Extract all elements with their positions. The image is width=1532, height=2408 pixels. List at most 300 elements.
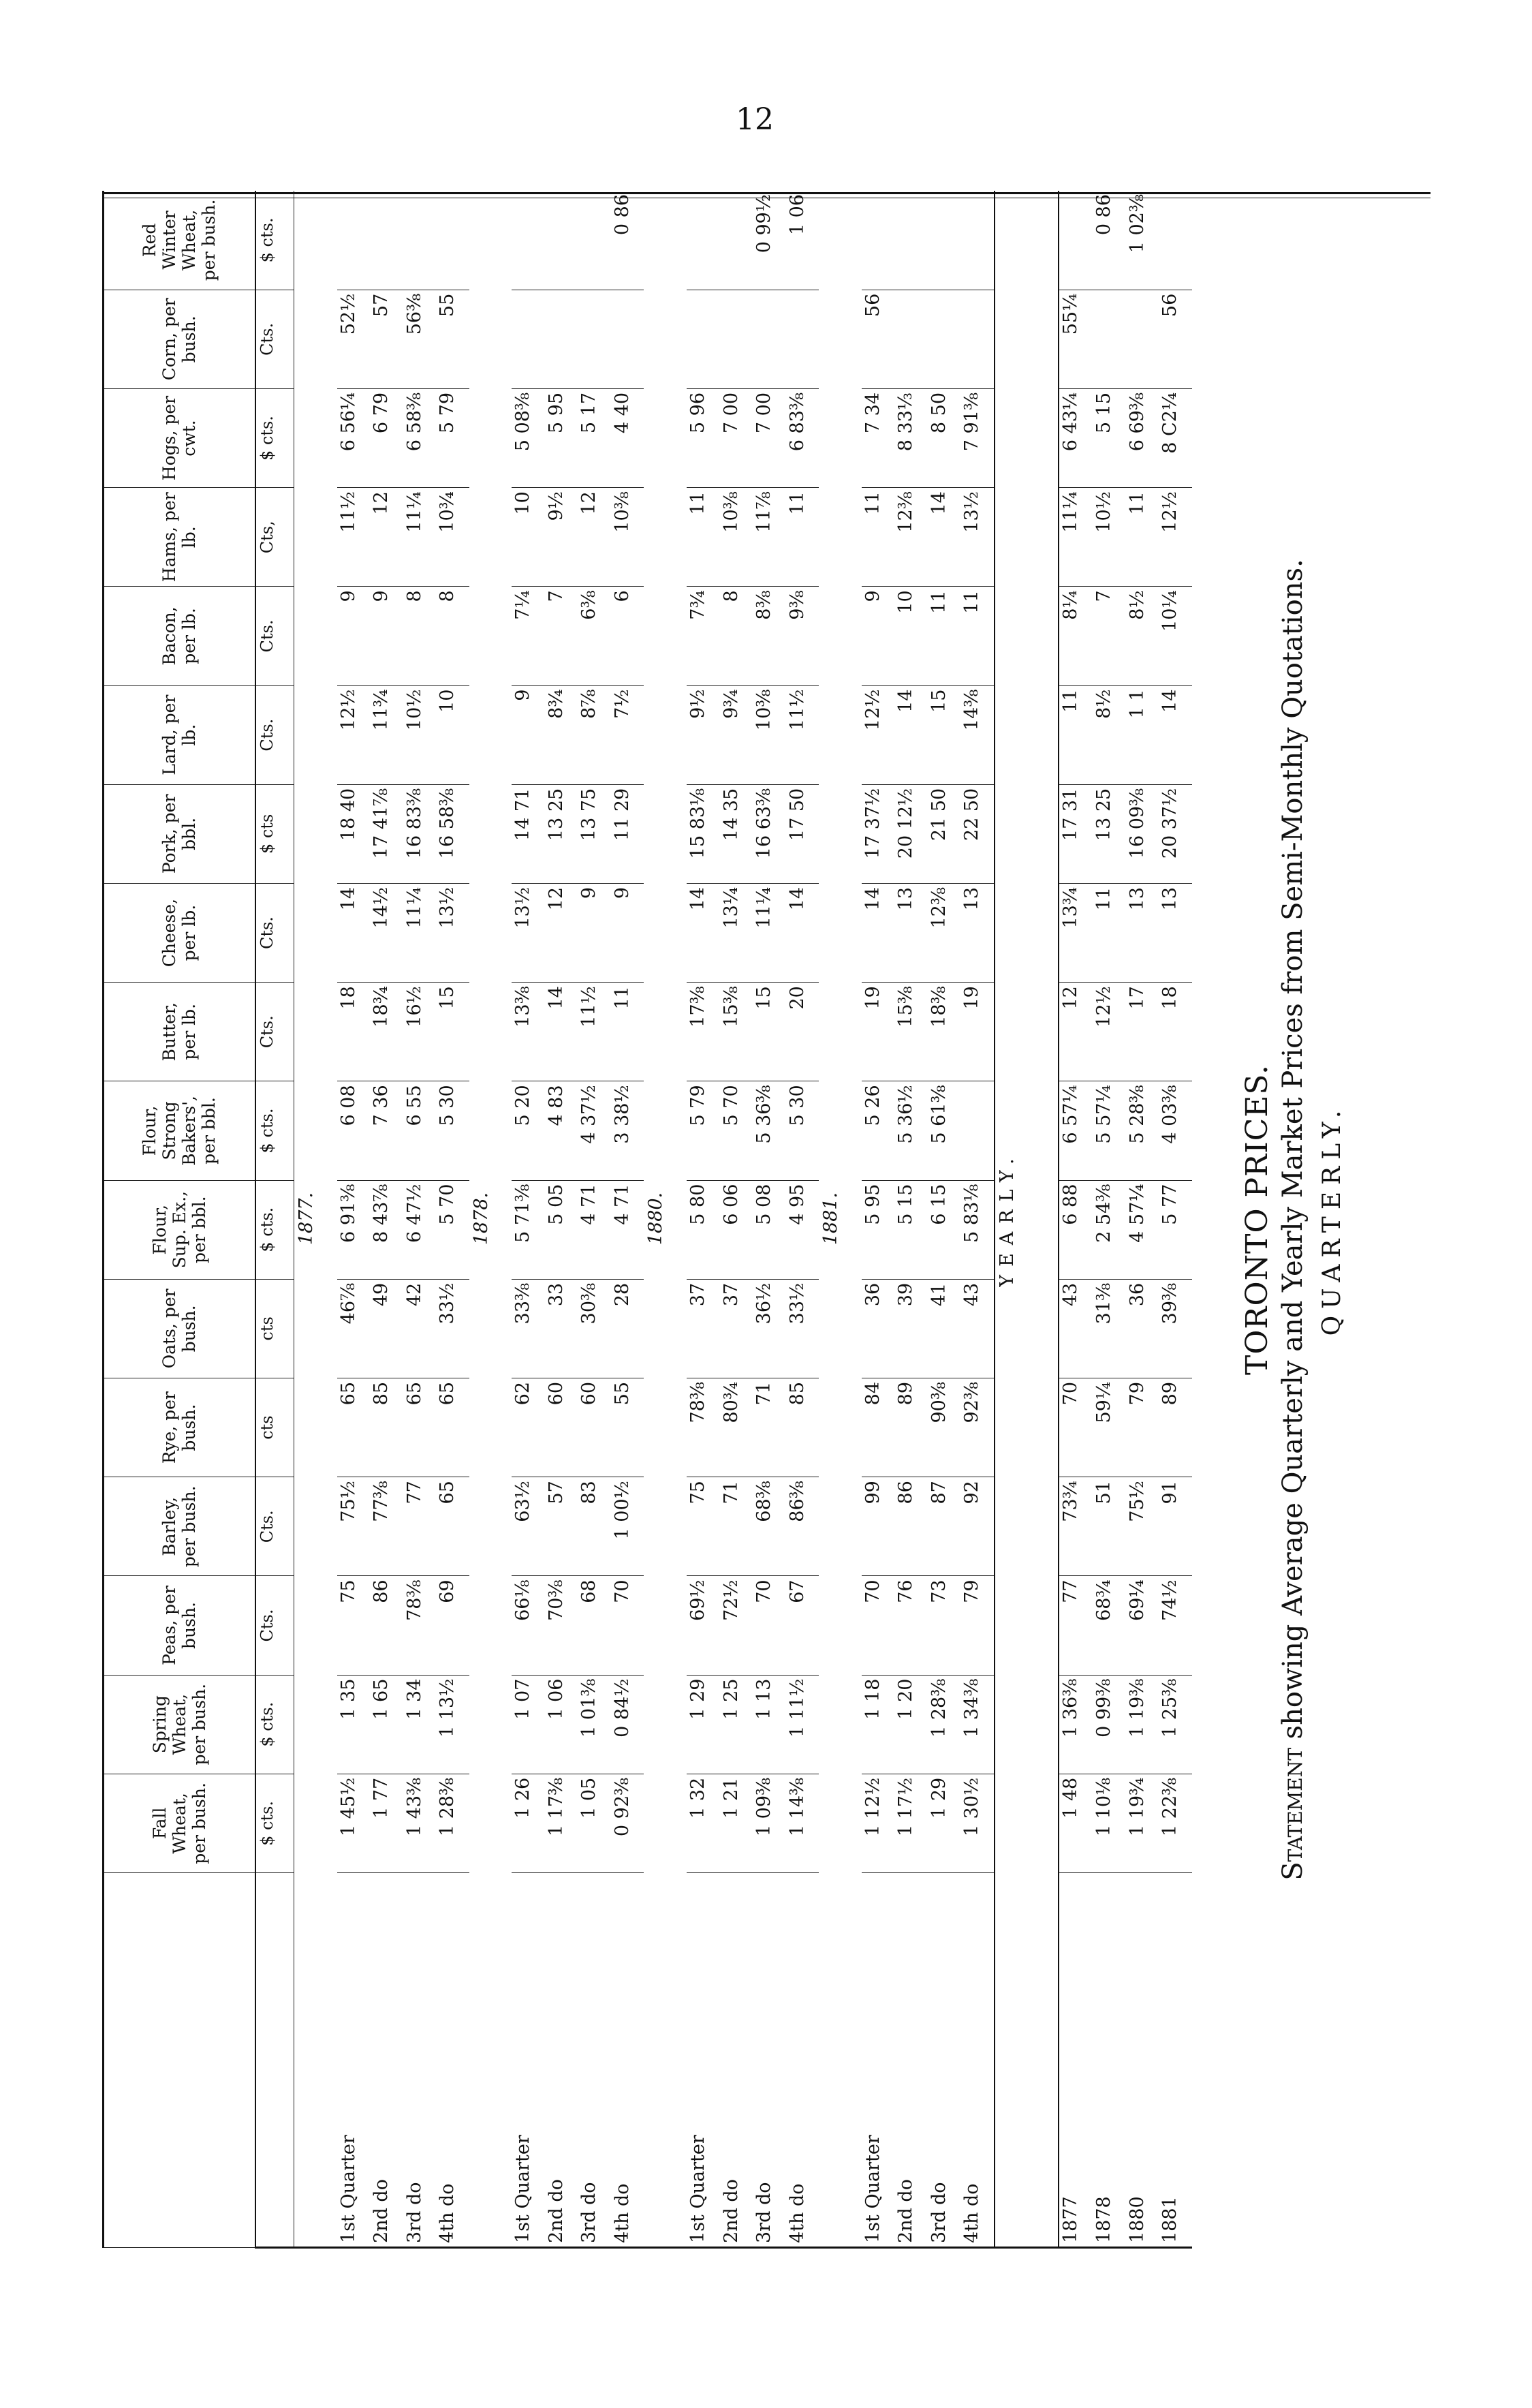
- price-cell: 10¼: [1159, 587, 1192, 685]
- price-cell: 3 38½: [611, 1081, 644, 1180]
- unit-cell: $ cts.: [255, 1774, 294, 1872]
- price-cell: 4 71: [578, 1180, 611, 1279]
- price-cell: 69¼: [1126, 1576, 1159, 1675]
- price-cell: 1 34⅜: [960, 1675, 995, 1774]
- price-cell: 9: [578, 883, 611, 982]
- price-cell: 11¾: [370, 685, 403, 784]
- price-cell: 6 79: [370, 388, 403, 487]
- price-cell: 11¼: [403, 488, 437, 587]
- price-cell: 10⅜: [753, 685, 786, 784]
- price-cell: 13½: [436, 883, 469, 982]
- price-cell: 12½: [1093, 983, 1126, 1081]
- price-cell: 6 08: [337, 1081, 371, 1180]
- price-cell: 39⅜: [1159, 1279, 1192, 1378]
- price-cell: 5 30: [786, 1081, 819, 1180]
- price-cell: 9: [611, 883, 644, 982]
- price-cell: 1 12½: [862, 1774, 895, 1872]
- price-cell: 90⅜: [928, 1378, 961, 1477]
- price-cell: 10: [894, 587, 928, 685]
- price-cell: 12⅜: [894, 488, 928, 587]
- unit-cell: cts: [255, 1378, 294, 1477]
- year-heading-row: [294, 191, 337, 2248]
- price-cell: 8: [436, 587, 469, 685]
- column-header: Barley, per bush.: [104, 1477, 255, 1576]
- price-cell: 8 50: [928, 388, 961, 487]
- price-cell: 5 17: [578, 388, 611, 487]
- price-cell: 6 83⅜: [786, 388, 819, 487]
- price-cell: 5 83⅛: [960, 1180, 995, 1279]
- price-cell: 4 37½: [578, 1081, 611, 1180]
- price-cell: 13 25: [1093, 784, 1126, 883]
- price-cell: 78⅜: [403, 1576, 437, 1675]
- price-cell: 77: [403, 1477, 437, 1576]
- page-title: TORONTO PRICES.: [1240, 1064, 1275, 1375]
- price-cell: 5 30: [436, 1081, 469, 1180]
- price-cell: 8¾: [545, 685, 578, 784]
- price-cell: 85: [786, 1378, 819, 1477]
- quarter-label: 3rd do: [928, 1873, 961, 2248]
- price-cell: 77: [1059, 1576, 1093, 1675]
- price-cell: 33½: [436, 1279, 469, 1378]
- price-cell: 14⅜: [960, 685, 995, 784]
- price-cell: 1 28⅜: [436, 1774, 469, 1872]
- price-cell: 1 17½: [894, 1774, 928, 1872]
- price-cell: 1 29: [928, 1774, 961, 1872]
- price-cell: 22 50: [960, 784, 995, 883]
- price-cell: 12½: [1159, 488, 1192, 587]
- price-cell: [753, 290, 786, 388]
- price-cell: 18: [337, 983, 371, 1081]
- price-cell: 13: [1159, 883, 1192, 982]
- price-cell: [862, 191, 895, 290]
- table-row: [337, 191, 371, 2248]
- price-cell: [1093, 290, 1126, 388]
- price-cell: 10⅜: [720, 488, 753, 587]
- price-cell: 7 00: [720, 388, 753, 487]
- price-cell: 11: [687, 488, 720, 587]
- price-cell: 20 12½: [894, 784, 928, 883]
- price-cell: 1 1: [1126, 685, 1159, 784]
- price-cell: 67: [786, 1576, 819, 1675]
- price-cell: 18⅜: [928, 983, 961, 1081]
- yearly-row: [1059, 191, 1093, 2248]
- price-cell: 5 15: [1093, 388, 1126, 487]
- price-cell: 6 06: [720, 1180, 753, 1279]
- price-cell: 52½: [337, 290, 371, 388]
- price-cell: 86: [894, 1477, 928, 1576]
- price-cell: 15: [753, 983, 786, 1081]
- price-cell: 14 35: [720, 784, 753, 883]
- price-cell: 10½: [1093, 488, 1126, 587]
- price-cell: 70: [862, 1576, 895, 1675]
- price-cell: 11½: [337, 488, 371, 587]
- price-cell: 59¼: [1093, 1378, 1126, 1477]
- price-cell: [337, 191, 371, 290]
- price-cell: 15 83⅛: [687, 784, 720, 883]
- price-cell: 69: [436, 1576, 469, 1675]
- price-cell: 4 57¼: [1126, 1180, 1159, 1279]
- price-cell: [512, 191, 545, 290]
- table-row: [786, 191, 819, 2248]
- price-cell: 1 22⅜: [1159, 1774, 1192, 1872]
- unit-cell: Cts.: [255, 290, 294, 388]
- quarter-label: 4th do: [611, 1873, 644, 2248]
- price-table: [102, 191, 1192, 2249]
- price-cell: 85: [370, 1378, 403, 1477]
- price-cell: [1159, 191, 1192, 290]
- price-cell: 11: [786, 488, 819, 587]
- price-cell: 74½: [1159, 1576, 1192, 1675]
- unit-cell: Cts,: [255, 488, 294, 587]
- price-cell: 70: [1059, 1378, 1093, 1477]
- unit-cell: Cts.: [255, 685, 294, 784]
- price-cell: 17 41⅞: [370, 784, 403, 883]
- price-cell: 15: [436, 983, 469, 1081]
- year-heading-row: [469, 191, 512, 2248]
- price-cell: 30⅜: [578, 1279, 611, 1378]
- price-cell: [928, 290, 961, 388]
- price-cell: 12: [545, 883, 578, 982]
- price-cell: 71: [720, 1477, 753, 1576]
- page-number: 12: [736, 102, 774, 137]
- table-row: [370, 191, 403, 2248]
- price-cell: [611, 290, 644, 388]
- price-cell: 5 95: [862, 1180, 895, 1279]
- price-cell: 76: [894, 1576, 928, 1675]
- price-cell: 1 43⅜: [403, 1774, 437, 1872]
- price-cell: 14: [862, 883, 895, 982]
- price-cell: 1 35: [337, 1675, 371, 1774]
- price-cell: 77⅜: [370, 1477, 403, 1576]
- price-cell: 4 40: [611, 388, 644, 487]
- year-label: 1878: [1093, 1873, 1126, 2248]
- price-cell: 4 03⅜: [1159, 1081, 1192, 1180]
- price-cell: 15: [928, 685, 961, 784]
- price-cell: 1 02⅜: [1126, 191, 1159, 290]
- price-cell: 16 09⅜: [1126, 784, 1159, 883]
- yearly-heading-row: [995, 191, 1059, 2248]
- price-cell: 8⅞: [578, 685, 611, 784]
- price-cell: 65: [403, 1378, 437, 1477]
- price-cell: 91: [1159, 1477, 1192, 1576]
- price-cell: 5 57¼: [1093, 1081, 1126, 1180]
- price-cell: 75: [337, 1576, 371, 1675]
- price-cell: 75: [687, 1477, 720, 1576]
- quarter-label: 2nd do: [894, 1873, 928, 2248]
- unit-cell: Cts.: [255, 883, 294, 982]
- price-cell: 92⅜: [960, 1378, 995, 1477]
- price-cell: 12⅜: [928, 883, 961, 982]
- price-cell: 14: [687, 883, 720, 982]
- price-cell: 69½: [687, 1576, 720, 1675]
- price-cell: 12½: [337, 685, 371, 784]
- rotated-table-block: [102, 191, 1431, 2249]
- price-cell: 86⅜: [786, 1477, 819, 1576]
- price-cell: 62: [512, 1378, 545, 1477]
- price-cell: 75½: [337, 1477, 371, 1576]
- column-header: Corn, per bush.: [104, 290, 255, 388]
- price-cell: 10⅜: [611, 488, 644, 587]
- price-cell: 1 20: [894, 1675, 928, 1774]
- price-cell: 5 96: [687, 388, 720, 487]
- price-cell: 12: [1059, 983, 1093, 1081]
- price-cell: 5 08: [753, 1180, 786, 1279]
- year-heading-row: [819, 191, 862, 2248]
- price-cell: 9: [370, 587, 403, 685]
- price-cell: 31⅜: [1093, 1279, 1126, 1378]
- price-cell: 5 79: [436, 388, 469, 487]
- price-cell: 46⅞: [337, 1279, 371, 1378]
- year-label: 1881: [1159, 1873, 1192, 2248]
- header-period: [104, 1873, 255, 2248]
- price-cell: 1 06: [786, 191, 819, 290]
- price-cell: 17: [1126, 983, 1159, 1081]
- price-cell: 1 09⅜: [753, 1774, 786, 1872]
- price-cell: 5 70: [436, 1180, 469, 1279]
- price-cell: 10¾: [436, 488, 469, 587]
- price-cell: 1 11½: [786, 1675, 819, 1774]
- price-cell: 11: [611, 983, 644, 1081]
- price-cell: [786, 290, 819, 388]
- price-cell: 14: [928, 488, 961, 587]
- column-header: Butter, per lb.: [104, 983, 255, 1081]
- price-cell: 5 71⅜: [512, 1180, 545, 1279]
- price-cell: 5 79: [687, 1081, 720, 1180]
- price-cell: 11½: [578, 983, 611, 1081]
- price-cell: 8½: [1093, 685, 1126, 784]
- column-header: Peas, per bush.: [104, 1576, 255, 1675]
- price-cell: 14: [337, 883, 371, 982]
- year-heading: 1880.: [644, 191, 687, 2248]
- column-header: Flour, Sup. Ex., per bbl.: [104, 1180, 255, 1279]
- price-cell: 9: [337, 587, 371, 685]
- unit-cell: $ cts.: [255, 191, 294, 290]
- price-cell: [960, 191, 995, 290]
- price-cell: 36½: [753, 1279, 786, 1378]
- column-header: Flour, Strong Bakers', per bbl.: [104, 1081, 255, 1180]
- column-header: Lard, per lb.: [104, 685, 255, 784]
- price-cell: 11: [1126, 488, 1159, 587]
- price-cell: 11: [928, 587, 961, 685]
- quarter-label: 1st Quarter: [337, 1873, 371, 2248]
- price-cell: 36: [862, 1279, 895, 1378]
- price-cell: 13 25: [545, 784, 578, 883]
- year-heading: 1878.: [469, 191, 512, 2248]
- price-cell: 73: [928, 1576, 961, 1675]
- price-cell: 6 69⅜: [1126, 388, 1159, 487]
- price-cell: 57: [370, 290, 403, 388]
- price-cell: 6 47½: [403, 1180, 437, 1279]
- yearly-row: [1126, 191, 1159, 2248]
- price-cell: 6 56¼: [337, 388, 371, 487]
- price-cell: 1 21: [720, 1774, 753, 1872]
- price-cell: 11¼: [753, 883, 786, 982]
- quarter-label: 4th do: [436, 1873, 469, 2248]
- price-cell: 21 50: [928, 784, 961, 883]
- price-cell: 7¼: [512, 587, 545, 685]
- price-cell: 16½: [403, 983, 437, 1081]
- price-cell: 14: [894, 685, 928, 784]
- price-cell: [720, 191, 753, 290]
- table-row: [720, 191, 753, 2248]
- price-cell: 18: [1159, 983, 1192, 1081]
- price-cell: 18¾: [370, 983, 403, 1081]
- price-cell: 7 36: [370, 1081, 403, 1180]
- price-cell: 13½: [960, 488, 995, 587]
- table-row: [578, 191, 611, 2248]
- price-cell: 70: [611, 1576, 644, 1675]
- price-cell: 9½: [687, 685, 720, 784]
- column-header: Red Winter Wheat, per bush.: [104, 191, 255, 290]
- price-cell: 15⅜: [894, 983, 928, 1081]
- price-cell: 13¼: [720, 883, 753, 982]
- price-cell: 11 29: [611, 784, 644, 883]
- price-cell: 12½: [862, 685, 895, 784]
- table-row: [753, 191, 786, 2248]
- year-heading-row: [644, 191, 687, 2248]
- price-cell: 8½: [1126, 587, 1159, 685]
- price-cell: 60: [545, 1378, 578, 1477]
- price-cell: 68¾: [1093, 1576, 1126, 1675]
- price-cell: 1 14⅜: [786, 1774, 819, 1872]
- price-cell: 11: [960, 587, 995, 685]
- price-cell: 0 86: [611, 191, 644, 290]
- price-cell: 41: [928, 1279, 961, 1378]
- price-cell: 11: [1059, 685, 1093, 784]
- price-cell: 6 15: [928, 1180, 961, 1279]
- price-cell: 56: [1159, 290, 1192, 388]
- price-cell: 68⅜: [753, 1477, 786, 1576]
- price-cell: 36: [1126, 1279, 1159, 1378]
- price-cell: 42: [403, 1279, 437, 1378]
- price-cell: 16 63⅜: [753, 784, 786, 883]
- price-cell: 5 08⅜: [512, 388, 545, 487]
- table-row: [928, 191, 961, 2248]
- price-cell: 72½: [720, 1576, 753, 1675]
- price-cell: 9¾: [720, 685, 753, 784]
- price-cell: 57: [545, 1477, 578, 1576]
- price-cell: 7: [1093, 587, 1126, 685]
- price-cell: [720, 290, 753, 388]
- quarter-label: 4th do: [786, 1873, 819, 2248]
- column-header: Oats, per bush.: [104, 1279, 255, 1378]
- price-cell: 13: [1126, 883, 1159, 982]
- price-cell: 8: [403, 587, 437, 685]
- unit-cell: $ cts.: [255, 1180, 294, 1279]
- price-cell: 87: [928, 1477, 961, 1576]
- price-cell: 15⅜: [720, 983, 753, 1081]
- price-cell: 14: [786, 883, 819, 982]
- price-cell: [960, 1081, 995, 1180]
- price-cell: 5 77: [1159, 1180, 1192, 1279]
- price-cell: 1 13: [753, 1675, 786, 1774]
- column-header: Cheese, per lb.: [104, 883, 255, 982]
- column-header: Bacon, per lb.: [104, 587, 255, 685]
- unit-cell: $ cts.: [255, 388, 294, 487]
- quarter-label: 2nd do: [545, 1873, 578, 2248]
- column-header: Hogs, per cwt.: [104, 388, 255, 487]
- price-cell: [578, 290, 611, 388]
- price-cell: 78⅜: [687, 1378, 720, 1477]
- price-cell: 20: [786, 983, 819, 1081]
- price-cell: 14: [1159, 685, 1192, 784]
- price-cell: 9: [512, 685, 545, 784]
- price-cell: 14 71: [512, 784, 545, 883]
- price-cell: [1126, 290, 1159, 388]
- price-cell: 0 92⅜: [611, 1774, 644, 1872]
- subtitle-lead: Statement: [1277, 1748, 1309, 1881]
- price-cell: 55¼: [1059, 290, 1093, 388]
- price-cell: 10: [436, 685, 469, 784]
- price-cell: 71: [753, 1378, 786, 1477]
- price-cell: 70: [753, 1576, 786, 1675]
- price-cell: 70⅜: [545, 1576, 578, 1675]
- price-cell: 5 28⅜: [1126, 1081, 1159, 1180]
- price-cell: [578, 191, 611, 290]
- price-cell: 84: [862, 1378, 895, 1477]
- price-cell: [894, 290, 928, 388]
- price-cell: 55: [611, 1378, 644, 1477]
- price-cell: 8: [720, 587, 753, 685]
- price-cell: 5 70: [720, 1081, 753, 1180]
- table-row: [894, 191, 928, 2248]
- price-cell: 5 95: [545, 388, 578, 487]
- price-cell: [403, 191, 437, 290]
- price-cell: 4 95: [786, 1180, 819, 1279]
- price-cell: [687, 191, 720, 290]
- price-cell: 11⅞: [753, 488, 786, 587]
- price-cell: 1 17⅜: [545, 1774, 578, 1872]
- price-cell: 13: [960, 883, 995, 982]
- price-cell: 79: [960, 1576, 995, 1675]
- column-header: Rye, per bush.: [104, 1378, 255, 1477]
- price-cell: 7¾: [687, 587, 720, 685]
- price-cell: 17⅜: [687, 983, 720, 1081]
- quarter-label: 3rd do: [403, 1873, 437, 2248]
- subtitle-rest: showing Average Quarterly and Yearly Market Prices from Semi-Monthly Quotations.: [1277, 559, 1309, 1740]
- price-cell: 1 28⅜: [928, 1675, 961, 1774]
- price-cell: 0 84½: [611, 1675, 644, 1774]
- price-cell: 43: [1059, 1279, 1093, 1378]
- price-cell: 13⅜: [512, 983, 545, 1081]
- price-cell: 5 26: [862, 1081, 895, 1180]
- column-header: Pork, per bbl.: [104, 784, 255, 883]
- quarter-label: 2nd do: [370, 1873, 403, 2248]
- quarter-label: 2nd do: [720, 1873, 753, 2248]
- price-cell: 10: [512, 488, 545, 587]
- quarter-label: 3rd do: [753, 1873, 786, 2248]
- price-cell: 8 43⅞: [370, 1180, 403, 1279]
- price-cell: 60: [578, 1378, 611, 1477]
- price-cell: 51: [1093, 1477, 1126, 1576]
- price-cell: [545, 290, 578, 388]
- table-row: [545, 191, 578, 2248]
- price-cell: 56: [862, 290, 895, 388]
- price-cell: 7½: [611, 685, 644, 784]
- price-cell: 8 C2¼: [1159, 388, 1192, 487]
- price-cell: 11¼: [403, 883, 437, 982]
- unit-cell: Cts.: [255, 1576, 294, 1675]
- column-header: Fall Wheat, per bush.: [104, 1774, 255, 1872]
- price-cell: 65: [436, 1477, 469, 1576]
- quarter-label: 3rd do: [578, 1873, 611, 2248]
- price-cell: 5 20: [512, 1081, 545, 1180]
- price-cell: 1 13½: [436, 1675, 469, 1774]
- price-cell: 1 45½: [337, 1774, 371, 1872]
- price-cell: [928, 191, 961, 290]
- table-row: [436, 191, 469, 2248]
- price-cell: 1 25⅜: [1159, 1675, 1192, 1774]
